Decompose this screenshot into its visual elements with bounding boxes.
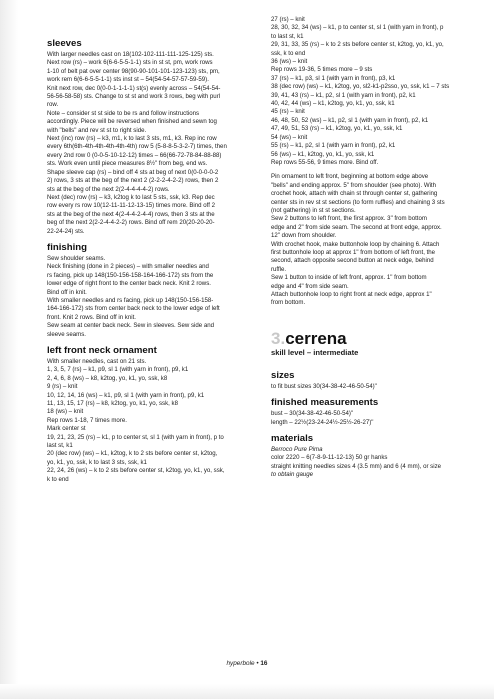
text-line: second, attach opposite second button at neck edge, behind <box>271 257 434 265</box>
text-line: 47, 49, 51, 53 (rs) – k1, k2tog, yo, k1, yo, ssk, k1 <box>271 125 403 133</box>
text-line: Bind off in knit. <box>47 288 87 296</box>
text-line: 56-56-58-58) sts. Change to st st and work 3 rows, beg with purl <box>47 93 221 101</box>
text-line: 2) rows, 3 sts at the beg of the next 2 (2-2-2-4-2-2) rows, then 2 <box>47 177 219 185</box>
sizes-text: to fit bust sizes 30(34-38-42-46-50-54)" <box>271 382 377 390</box>
text-line: 164-166-172) sts from center back neck to the lower edge of left <box>47 305 220 313</box>
text-line: With larger needles cast on 18(102-102-111-111-125-125) sts. <box>47 51 214 58</box>
pattern-number: 3. <box>271 328 286 348</box>
ornament-heading: left front neck ornament <box>47 345 157 356</box>
right-column <box>271 16 471 480</box>
text-line: k to end <box>47 475 69 483</box>
text-line: 22, 24, 26 (ws) – k to 2 sts before center st, k2tog, yo, k1, yo, ssk, <box>47 467 225 475</box>
text-line: Shape sleeve cap (rs) – bind off 4 sts at beg of next 0(0-0-0-0-2 <box>47 168 219 176</box>
text-line: row every rs row 10(12-11-11-12-13-15) times more. Bind off 2 <box>47 202 215 210</box>
skill-level: skill level – intermediate <box>271 347 359 357</box>
text-line: edge and 4" from side seam. <box>271 282 349 290</box>
text-line: 10, 12, 14, 16 (ws) – k1, p9, sl 1 (with yarn in front), p9, k1 <box>47 391 205 399</box>
text-line: yo, k1, yo, ssk, k to last 3 sts, ssk, k1 <box>47 458 147 466</box>
ornament-finish-text <box>271 173 471 308</box>
text-line: Attach buttonhole loop to right front at neck edge, approx 1" <box>271 291 432 298</box>
text-line: sts at the beg of the next 4(2-4-4-2-4-4) rows, then 3 sts at the <box>47 210 215 218</box>
scan-edge-shadow <box>0 0 18 699</box>
text-line: first buttonhole loop at approx 1" from bottom of left front, the <box>271 248 436 256</box>
text-line: Next (inc) row (rs) – k3, m1, k to last 3 sts, m1, k3. Rep inc row <box>47 135 217 143</box>
text-line: Sew 1 button to inside of left front, approx. 1" from bottom <box>271 274 427 282</box>
text-line: Next row (rs) – work 6(6-6-5-5-1-1) sts in st st, pm, work rows <box>47 59 213 67</box>
text-line: Rep rows 55-56, 9 times more. Bind off. <box>271 158 379 166</box>
ornament-rows-text <box>271 16 471 167</box>
text-line: 54 (ws) – knit <box>271 133 308 141</box>
text-line: Sew 2 buttons to left front, the first approx. 3" from bottom <box>271 215 427 223</box>
text-line: 39, 41, 43 (rs) – k1, p2, sl 1 (with yarn in front), p2, k1 <box>271 91 416 99</box>
text-line: last st, k1 <box>47 442 73 450</box>
text-line: With crochet hook, make buttonhole loop by chaining 6. Attach <box>271 240 440 248</box>
scan-bottom-shadow <box>0 684 494 699</box>
text-line: 38 (dec row) (ws) – k1, k2tog, yo, sl2-k1-p2sso, yo, ssk, k1 – 7 sts <box>271 83 450 91</box>
text-line: 19, 21, 23, 25 (rs) – k1, p to center st, sl 1 (with yarn in front), p to <box>47 433 224 441</box>
left-column <box>47 38 260 484</box>
text-line: every 6th(6th-4th-4th-4th-4th-4th) row 5 (5-8-8-5-3-2-7) times, then <box>47 143 227 151</box>
text-line: 1, 3, 5, 7 (rs) – k1, p9, sl 1 (with yarn in front), p9, k1 <box>47 366 189 374</box>
text-line: Knit next row, dec 0(0-0-1-1-1-1) st(s) evenly across – 54(54-54- <box>47 84 221 92</box>
text-line: Sew shoulder seams. <box>47 254 106 262</box>
text-line: straight knitting needles sizes 4 (3.5 mm) and 6 (4 mm), or size <box>271 462 442 470</box>
text-line: Note – consider st st side to be rs and follow instructions <box>47 109 200 117</box>
text-line: edge and 2" from side seam. The second at front edge, approx. <box>271 223 442 231</box>
text-line: sts. Work even until piece measures 8½" from beg, end ws. <box>47 160 208 168</box>
pattern-title-block <box>271 330 471 348</box>
sleeves-heading: sleeves <box>47 38 82 49</box>
finishing-text <box>47 255 260 339</box>
footer-separator: • <box>254 660 261 667</box>
text-line: "bells" and ending approx. 5" from shoulder (see photo). With <box>271 181 437 189</box>
materials-brand: Berroco Pure Pima <box>271 446 323 454</box>
text-line: 12" down from shoulder. <box>271 232 337 240</box>
finishing-heading: finishing <box>47 241 87 253</box>
text-line: Rep rows 19-36, 5 times more – 9 sts <box>271 66 373 74</box>
text-line: lower edge of right front to the center back neck. Knit 2 rows. <box>47 280 211 288</box>
text-line: 28, 30, 32, 34 (ws) – k1, p to center st, sl 1 (with yarn in front), p <box>271 24 444 32</box>
text-line: Sew seam at center back neck. Sew in sleeves. Sew side and <box>47 322 214 330</box>
measurements-heading: finished measurements <box>271 397 379 409</box>
text-line: 27 (rs) – knit <box>271 16 305 23</box>
text-line: sts at the beg of the next 2(2-4-4-4-4-2) rows. <box>47 185 170 193</box>
text-line: with "bells" and rev st st to right side. <box>47 126 147 134</box>
text-line: sleeve seams. <box>47 330 86 338</box>
text-line: bust – 30(34-38-42-46-50-54)" <box>271 410 354 418</box>
text-line: 22-24-24) sts. <box>47 227 85 235</box>
text-line: 11, 13, 15, 17 (rs) – k8, k2tog, yo, k1, yo, ssk, k8 <box>47 400 178 408</box>
text-line: from bottom. <box>271 299 306 307</box>
text-line: rs facing, pick up 148(150-156-158-164-166-172) sts from the <box>47 271 214 279</box>
text-line: 1-10 of belt pat over center 98(90-90-101-101-123-123) sts, pm, <box>47 67 220 75</box>
pattern-title: cerrena <box>285 328 347 348</box>
text-line: color 2220 – 6(7-8-9-11-12-13) 50 gr hanks <box>271 454 388 462</box>
text-line: crochet hook, attach with chain st through center st, gathering <box>271 190 438 198</box>
text-line: every 2nd row 0 (0-0-5-10-12-12) times – 66(66-72-78-84-88-88) <box>47 151 222 159</box>
page-footer <box>0 660 494 667</box>
text-line: 37 (rs) – k1, p3, sl 1 (with yarn in front), p3, k1 <box>271 74 396 82</box>
footer-brand: hyperbole <box>226 660 255 667</box>
text-line: Neck finishing (done in 2 pieces) – with smaller needles and <box>47 263 209 271</box>
text-line: ruffle. <box>271 265 287 273</box>
text-line: front. Knit 2 rows. Bind off in knit. <box>47 313 136 321</box>
text-line: ssk, k to end <box>271 49 306 57</box>
ornament-text <box>47 358 260 484</box>
text-line: Pin ornament to left front, beginning at bottom edge above <box>271 173 429 181</box>
text-line: 56 (ws) – k1, k2tog, yo, k1, yo, ssk, k1 <box>271 150 375 158</box>
text-line: 45 (rs) – knit <box>271 108 305 116</box>
text-line: 9 (rs) – knit <box>47 383 78 391</box>
text-line: 20 (dec row) (ws) – k1, k2tog, k to 2 sts before center st, k2tog, <box>47 450 218 458</box>
text-line: beg of the next 2(2-2-4-4-2-2) rows. Bind off rem 20(20-20-20- <box>47 219 215 227</box>
text-line: Next (dec) row (rs) – k3, k2tog k to last 5 sts, ssk, k3. Rep dec <box>47 193 215 201</box>
text-line: 2, 4, 6, 8 (ws) – k8, k2tog, yo, k1, yo, ssk, k8 <box>47 374 168 382</box>
sleeves-text <box>47 51 260 236</box>
text-line: 40, 42, 44 (ws) – k1, k2tog, yo, k1, yo, ssk, k1 <box>271 100 395 108</box>
text-line: 29, 31, 33, 35 (rs) – k to 2 sts before center st, k2tog, yo, k1, yo, <box>271 41 444 49</box>
measurements-text <box>271 410 471 427</box>
text-line: Mark center st <box>47 425 86 433</box>
text-line: accordingly. Piece will be reversed when finished and sewn tog <box>47 118 217 126</box>
page-number: 16 <box>260 660 268 667</box>
sizes-heading: sizes <box>271 369 295 381</box>
text-line: center sts in rev st st sections (to form ruffles) and chaining 3 sts <box>271 198 445 206</box>
text-line: length – 22½(23-24-24½-25½-26-27)" <box>271 418 374 426</box>
text-line: With smaller needles and rs facing, pick up 148(150-156-158- <box>47 296 214 304</box>
text-line: (not gathering) in st st sections. <box>271 206 356 214</box>
text-line: 46, 48, 50, 52 (ws) – k1, p2, sl 1 (with yarn in front), p2, k1 <box>271 116 429 124</box>
text-line: 55 (rs) – k1, p2, sl 1 (with yarn in front), p2, k1 <box>271 142 396 150</box>
text-line: With smaller needles, cast on 21 sts. <box>47 358 147 365</box>
text-line: to obtain gauge <box>271 471 314 479</box>
text-line: 18 (ws) – knit <box>47 408 84 416</box>
text-line: 36 (ws) – knit <box>271 58 308 66</box>
text-line: work rem 6(6-6-5-5-1-1) sts inst st – 54(54-54-57-57-59-59). <box>47 76 209 84</box>
text-line: Rep rows 1-18, 7 times more. <box>47 416 127 424</box>
materials-heading: materials <box>271 433 314 445</box>
text-line: row. <box>47 101 59 109</box>
text-line: to last st, k1 <box>271 32 304 40</box>
materials-text <box>271 454 471 479</box>
